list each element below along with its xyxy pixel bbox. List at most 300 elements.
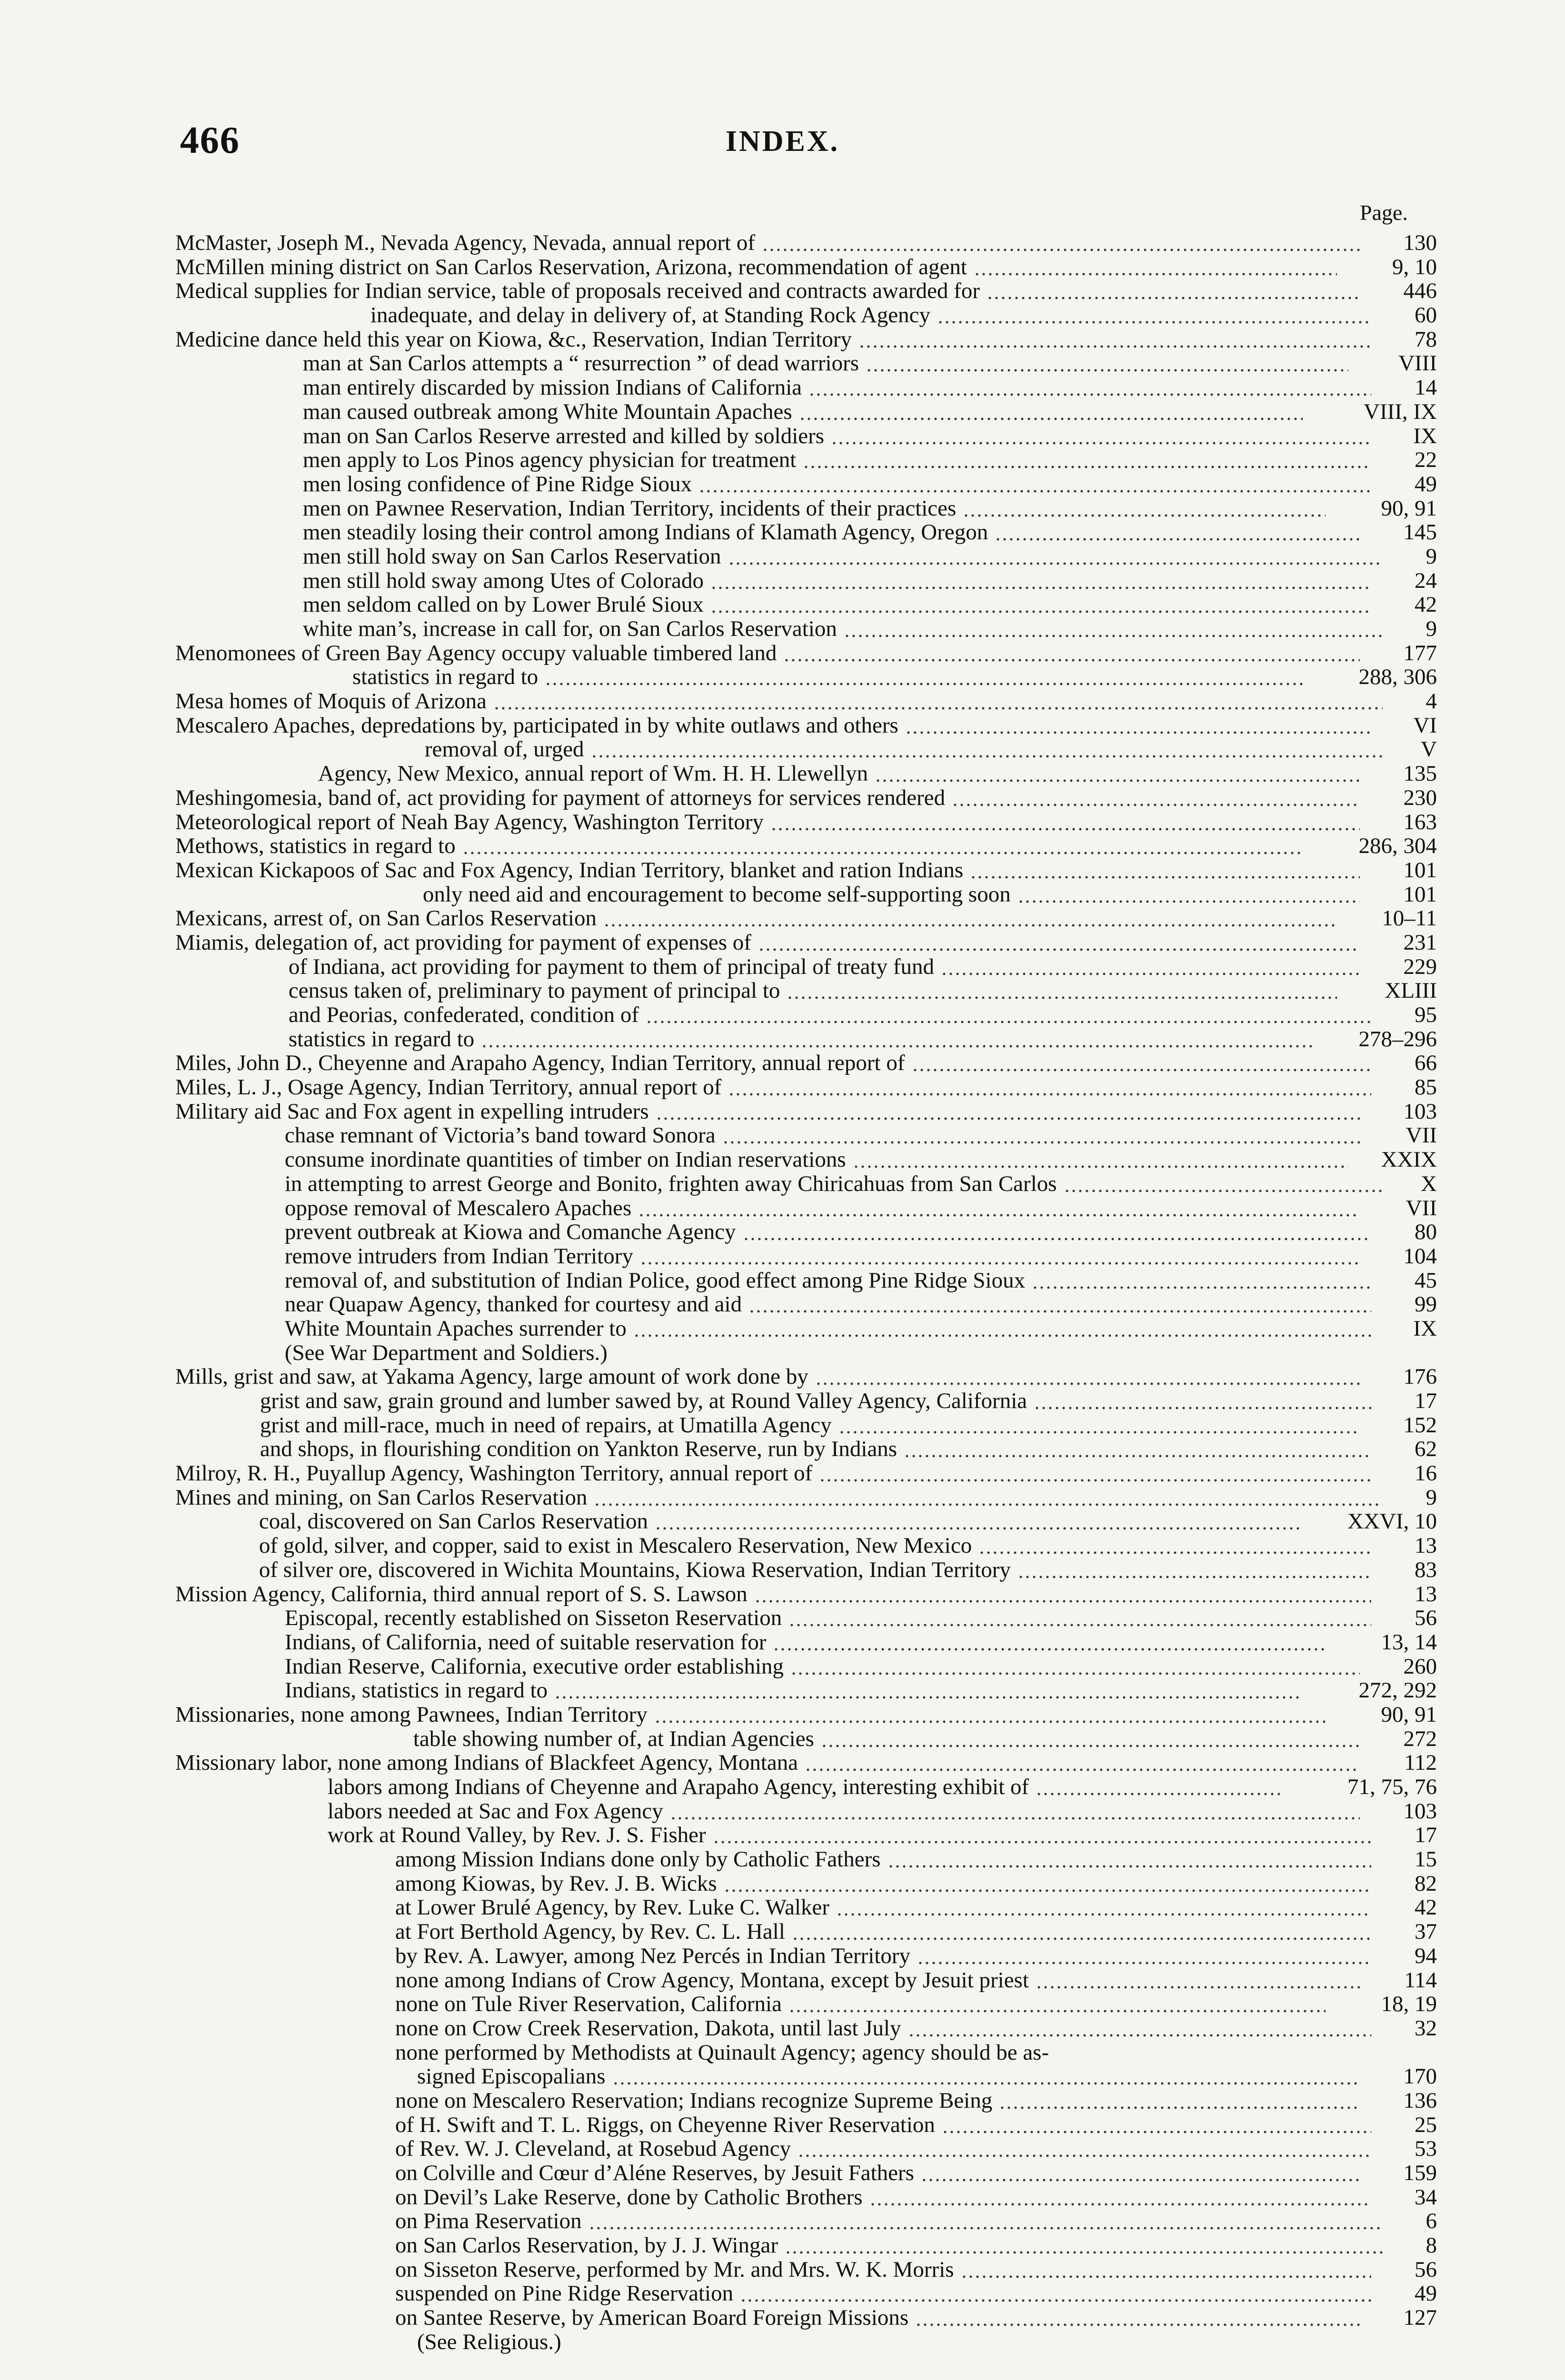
- dot-leader: [713, 1823, 1371, 1847]
- entry-text: census taken of, preliminary to payment of principal to: [289, 979, 780, 1003]
- index-entry: [175, 2306, 1437, 2330]
- index-entry: [175, 424, 1437, 448]
- entry-text: Meshingomesia, band of, act providing for payment of attorneys for services rendered: [175, 785, 946, 810]
- index-entry: [175, 496, 1437, 521]
- entry-text: grist and mill-race, much in need of repairs, at Umatilla Agency: [260, 1413, 832, 1438]
- entry-page: 22: [1415, 448, 1437, 472]
- dot-leader: [591, 737, 1383, 762]
- entry-page: 13, 14: [1381, 1630, 1437, 1655]
- index-entry: [175, 1172, 1437, 1196]
- index-entry: [175, 593, 1437, 617]
- dot-leader: [481, 1027, 1314, 1051]
- entry-text: only need aid and encouragement to become self-supporting soon: [423, 882, 1011, 907]
- dot-leader: [915, 2306, 1360, 2330]
- index-entry: [175, 2137, 1437, 2161]
- entry-text: and Peorias, confederated, condition of: [289, 1003, 639, 1027]
- dot-leader: [803, 448, 1371, 472]
- entry-page: 95: [1415, 1003, 1437, 1027]
- entry-text: Mission Agency, California, third annual report of S. S. Lawson: [175, 1582, 748, 1606]
- index-entry: [175, 1003, 1437, 1027]
- dot-leader: [815, 1365, 1360, 1389]
- index-entry: [175, 1389, 1437, 1413]
- dot-leader: [728, 1075, 1371, 1100]
- entry-text: labors needed at Sac and Fox Agency: [328, 1799, 663, 1824]
- entry-text: man entirely discarded by mission Indians of California: [303, 376, 802, 400]
- dot-leader: [612, 2064, 1360, 2089]
- dot-leader: [724, 1872, 1371, 1896]
- index-entry: [175, 737, 1437, 762]
- index-entries: [175, 231, 1437, 2354]
- index-entry: [175, 2016, 1437, 2041]
- index-entry: [175, 448, 1437, 472]
- dot-leader: [963, 496, 1326, 521]
- entry-page: 112: [1404, 1751, 1437, 1775]
- entry-page: 16: [1415, 1461, 1437, 1486]
- entry-text: man caused outbreak among White Mountain Apaches: [303, 399, 792, 424]
- index-entry: [175, 327, 1437, 352]
- entry-page: 4: [1425, 689, 1437, 714]
- index-entry: [175, 2185, 1437, 2210]
- entry-text: Medicine dance held this year on Kiowa, &c., Reservation, Indian Territory: [175, 327, 852, 352]
- entry-text: by Rev. A. Lawyer, among Nez Percés in Indian Territory: [395, 1944, 911, 1968]
- entry-page: 163: [1403, 810, 1437, 834]
- index-entry: [175, 2064, 1437, 2089]
- index-entry: [175, 1703, 1437, 1727]
- entry-page: 15: [1415, 1847, 1437, 1872]
- entry-text: coal, discovered on San Carlos Reservation: [259, 1509, 648, 1534]
- dot-leader: [995, 520, 1360, 545]
- entry-text: none on Mescalero Reservation; Indians recognize Supreme Being: [395, 2088, 993, 2113]
- entry-text: man on San Carlos Reserve arrested and killed by soldiers: [303, 424, 825, 448]
- entry-text: signed Episcopalians: [417, 2064, 606, 2089]
- dot-leader: [808, 376, 1371, 400]
- index-entry: [175, 931, 1437, 955]
- dot-leader: [912, 1051, 1371, 1075]
- index-entry: [175, 1968, 1437, 1993]
- entry-text: labors among Indians of Cheyenne and Arapaho Agency, interesting exhibit of: [328, 1775, 1029, 1799]
- index-entry: [175, 786, 1437, 810]
- dot-leader: [942, 2113, 1371, 2137]
- dot-leader: [762, 231, 1360, 255]
- entry-page: 176: [1403, 1365, 1437, 1389]
- index-entry: [175, 1220, 1437, 1244]
- dot-leader: [853, 1148, 1348, 1172]
- dot-leader: [819, 1461, 1371, 1486]
- entry-text: none performed by Methodists at Quinault Agency; agency should be as-: [395, 2040, 1049, 2065]
- entry-text: Military aid Sac and Fox agent in expelling intruders: [175, 1099, 649, 1124]
- entry-page: 90, 91: [1381, 496, 1437, 521]
- index-entry: [175, 1437, 1437, 1461]
- dot-leader: [792, 1920, 1371, 1944]
- index-entry: [175, 617, 1437, 641]
- index-entry: [175, 762, 1437, 786]
- dot-leader: [646, 1003, 1371, 1027]
- page-column-heading: Page.: [1360, 200, 1408, 225]
- entry-text: Methows, statistics in regard to: [175, 834, 456, 858]
- entry-text: men steadily losing their control among Indians of Klamath Agency, Oregon: [303, 520, 988, 545]
- dot-leader: [875, 762, 1360, 786]
- dot-leader: [740, 2281, 1371, 2306]
- entry-text: of H. Swift and T. L. Riggs, on Cheyenne River Reservation: [395, 2112, 935, 2137]
- entry-text: men losing confidence of Pine Ridge Sioux: [303, 472, 692, 496]
- entry-page: 8: [1425, 2233, 1437, 2258]
- entry-page: 229: [1403, 954, 1437, 979]
- entry-text: none among Indians of Crow Agency, Montana, except by Jesuit priest: [395, 1968, 1029, 1993]
- entry-text: Menomonees of Green Bay Agency occupy valuable timbered land: [175, 641, 777, 665]
- entry-page: V: [1421, 737, 1437, 762]
- index-entry: [175, 1992, 1437, 2016]
- entry-text: Indian Reserve, California, executive order establishing: [285, 1654, 784, 1679]
- dot-leader: [999, 2089, 1360, 2113]
- index-entry: [175, 1075, 1437, 1100]
- index-entry: [175, 279, 1437, 303]
- entry-page: VIII, IX: [1364, 399, 1437, 424]
- dot-leader: [633, 1317, 1371, 1341]
- entry-text: work at Round Valley, by Rev. J. S. Fisher: [328, 1823, 706, 1848]
- dot-leader: [758, 931, 1360, 955]
- dot-leader: [743, 1220, 1371, 1244]
- index-entry: [175, 1148, 1437, 1172]
- entry-page: 49: [1415, 472, 1437, 496]
- dot-leader: [1036, 1775, 1280, 1799]
- dot-leader: [785, 2233, 1383, 2258]
- entry-text: statistics in regard to: [289, 1027, 475, 1051]
- dot-leader: [773, 1630, 1326, 1655]
- entry-page: 25: [1415, 2112, 1437, 2137]
- entry-text: white man’s, increase in call for, on San Carlos Reservation: [303, 617, 837, 641]
- entry-text: table showing number of, at Indian Agencies: [413, 1726, 814, 1751]
- entry-text: Missionary labor, none among Indians of Blackfeet Agency, Montana: [175, 1751, 798, 1775]
- entry-page: 56: [1415, 2257, 1437, 2282]
- dot-leader: [838, 1413, 1360, 1438]
- entry-text: on Pima Reservation: [395, 2209, 582, 2234]
- entry-page: 101: [1403, 882, 1437, 907]
- index-entry: [175, 1269, 1437, 1293]
- index-entry: [175, 1051, 1437, 1075]
- entry-text: statistics in regard to: [352, 665, 538, 690]
- entry-text: on Devil’s Lake Reserve, done by Catholic Brothers: [395, 2185, 863, 2210]
- dot-leader: [858, 327, 1371, 352]
- entry-text: Medical supplies for Indian service, table of proposals received and contracts awarded for: [175, 279, 980, 304]
- entry-page: 37: [1415, 1920, 1437, 1944]
- index-entry: [175, 1365, 1437, 1389]
- entry-page: 9, 10: [1392, 255, 1437, 279]
- dot-leader: [836, 1895, 1371, 1920]
- entry-page: 6: [1425, 2209, 1437, 2234]
- entry-page: X: [1421, 1171, 1437, 1196]
- entry-page: 62: [1415, 1437, 1437, 1462]
- entry-page: 78: [1415, 327, 1437, 352]
- entry-text: of Rev. W. J. Cleveland, at Rosebud Agency: [395, 2137, 791, 2161]
- entry-page: 130: [1403, 231, 1437, 255]
- entry-page: 49: [1415, 2281, 1437, 2306]
- entry-page: 71, 75, 76: [1347, 1775, 1437, 1799]
- index-entry: [175, 1678, 1437, 1703]
- entry-page: XXVI, 10: [1347, 1509, 1437, 1534]
- entry-text: prevent outbreak at Kiowa and Comanche Agency: [285, 1220, 736, 1244]
- dot-leader: [1036, 1968, 1360, 1993]
- entry-page: 14: [1415, 376, 1437, 400]
- dot-leader: [787, 979, 1337, 1003]
- entry-text: on Sisseton Reserve, performed by Mr. and Mrs. W. K. Morris: [395, 2257, 954, 2282]
- dot-leader: [805, 1751, 1360, 1775]
- index-entry: [175, 1486, 1437, 1510]
- page-number: 466: [180, 119, 240, 161]
- dot-leader: [783, 641, 1360, 665]
- entry-page: 85: [1415, 1075, 1437, 1100]
- dot-leader: [588, 2209, 1383, 2233]
- dot-leader: [1032, 1269, 1371, 1293]
- entry-text: of gold, silver, and copper, said to exist in Mescalero Reservation, New Mexico: [259, 1534, 972, 1558]
- index-entry: [175, 883, 1437, 907]
- entry-text: at Fort Berthold Agency, by Rev. C. L. Hall: [395, 1920, 785, 1944]
- dot-leader: [1017, 1558, 1371, 1582]
- entry-page: 18, 19: [1381, 1992, 1437, 2016]
- index-entry: [175, 1895, 1437, 1920]
- index-entry: [175, 1872, 1437, 1896]
- index-entry: [175, 231, 1437, 255]
- entry-text: Mexicans, arrest of, on San Carlos Reservation: [175, 906, 597, 931]
- index-entry: [175, 1413, 1437, 1438]
- dot-leader: [790, 1655, 1360, 1679]
- dot-leader: [710, 569, 1371, 593]
- dot-leader: [821, 1727, 1360, 1751]
- entry-page: 9: [1425, 1485, 1437, 1510]
- index-entry: [175, 689, 1437, 714]
- index-entry: [175, 1292, 1437, 1317]
- entry-text: of silver ore, discovered in Wichita Mountains, Kiowa Reservation, Indian Territory: [259, 1557, 1011, 1582]
- entry-text: removal of, and substitution of Indian Police, good effect among Pine Ridge Sioux: [285, 1268, 1026, 1293]
- dot-leader: [698, 472, 1371, 496]
- entry-text: Mines and mining, on San Carlos Reservation: [175, 1485, 588, 1510]
- entry-page: XLIII: [1385, 979, 1437, 1003]
- index-entry: [175, 834, 1437, 858]
- entry-text: suspended on Pine Ridge Reservation: [395, 2281, 734, 2306]
- dot-leader: [710, 593, 1371, 617]
- index-entry: [175, 2233, 1437, 2258]
- entry-text: chase remnant of Victoria’s band toward Sonora: [285, 1123, 716, 1148]
- entry-page: 9: [1425, 544, 1437, 569]
- index-entry: [175, 545, 1437, 569]
- entry-page: 159: [1403, 2161, 1437, 2185]
- dot-leader: [640, 1244, 1360, 1269]
- dot-leader: [722, 1123, 1360, 1148]
- index-entry: [175, 1751, 1437, 1775]
- entry-page: IX: [1413, 424, 1437, 448]
- index-entry: [175, 1461, 1437, 1486]
- entry-page: 42: [1415, 1895, 1437, 1920]
- entry-page: 42: [1415, 593, 1437, 617]
- index-entry: [175, 2089, 1437, 2113]
- dot-leader: [788, 1992, 1326, 2016]
- dot-leader: [754, 1582, 1371, 1606]
- entry-page: 104: [1403, 1244, 1437, 1269]
- index-entry: [175, 1123, 1437, 1148]
- index-entry: [175, 858, 1437, 883]
- entry-page: 94: [1415, 1944, 1437, 1968]
- index-entry: [175, 1606, 1437, 1630]
- entry-text: men still hold sway on San Carlos Reservation: [303, 544, 721, 569]
- entry-text: remove intruders from Indian Territory: [285, 1244, 633, 1269]
- dot-leader: [961, 2258, 1371, 2282]
- entry-text: inadequate, and delay in delivery of, at Standing Rock Agency: [370, 303, 930, 327]
- entry-text: White Mountain Apaches surrender to: [285, 1316, 627, 1341]
- entry-text: man at San Carlos attempts a “ resurrection ” of dead warriors: [303, 351, 859, 376]
- index-entry: [175, 1558, 1437, 1582]
- entry-page: 80: [1415, 1220, 1437, 1244]
- index-entry: [175, 641, 1437, 665]
- entry-page: 82: [1415, 1871, 1437, 1896]
- entry-text: men seldom called on by Lower Brulé Sioux: [303, 593, 704, 617]
- entry-page: 34: [1415, 2185, 1437, 2210]
- entry-text: Miles, John D., Cheyenne and Arapaho Agency, Indian Territory, annual report of: [175, 1051, 905, 1076]
- entry-page: 446: [1403, 279, 1437, 304]
- entry-page: 260: [1403, 1654, 1437, 1679]
- index-entry: [175, 2113, 1437, 2137]
- entry-page: 230: [1403, 785, 1437, 810]
- entry-text: Miles, L. J., Osage Agency, Indian Territory, annual report of: [175, 1075, 722, 1100]
- index-entry: [175, 2258, 1437, 2282]
- entry-text: oppose removal of Mescalero Apaches: [285, 1196, 632, 1220]
- entry-text: McMillen mining district on San Carlos Reservation, Arizona, recommendation of agent: [175, 255, 967, 279]
- entry-page: 17: [1415, 1823, 1437, 1848]
- dot-leader: [941, 955, 1360, 979]
- dot-leader: [987, 279, 1360, 303]
- index-entry: [175, 979, 1437, 1003]
- dot-leader: [638, 1196, 1360, 1220]
- entry-text: men on Pawnee Reservation, Indian Territory, incidents of their practices: [303, 496, 957, 521]
- entry-text: (See Religious.): [417, 2330, 561, 2354]
- entry-page: 286, 304: [1358, 834, 1437, 858]
- index-entry: [175, 376, 1437, 400]
- entry-text: Mescalero Apaches, depredations by, participated in by white outlaws and others: [175, 713, 898, 738]
- dot-leader: [869, 2185, 1371, 2210]
- dot-leader: [656, 1100, 1360, 1124]
- entry-page: 152: [1403, 1413, 1437, 1438]
- entry-text: Indians, statistics in regard to: [285, 1678, 548, 1703]
- entry-text: removal of, urged: [425, 737, 584, 762]
- dot-leader: [908, 2016, 1371, 2041]
- index-entry: [175, 1630, 1437, 1655]
- entry-text: none on Tule River Reservation, California: [395, 1992, 782, 2016]
- dot-leader: [545, 665, 1303, 689]
- entry-page: 99: [1415, 1292, 1437, 1317]
- entry-page: 288, 306: [1358, 665, 1437, 690]
- entry-page: 114: [1404, 1968, 1437, 1993]
- entry-page: VIII: [1398, 351, 1437, 376]
- entry-page: VI: [1413, 713, 1437, 738]
- index-entry: [175, 1027, 1437, 1051]
- dot-leader: [970, 858, 1360, 883]
- index-entry: [175, 1944, 1437, 1968]
- index-entry: [175, 665, 1437, 689]
- index-entry: [175, 1196, 1437, 1220]
- entry-page: 135: [1403, 762, 1437, 786]
- index-entry: [175, 810, 1437, 834]
- dot-leader: [844, 617, 1383, 641]
- dot-leader: [594, 1486, 1383, 1510]
- entry-page: 24: [1415, 568, 1437, 593]
- index-entry: [175, 303, 1437, 327]
- entry-page: 231: [1403, 930, 1437, 955]
- dot-leader: [654, 1703, 1326, 1727]
- dot-leader: [904, 1437, 1371, 1461]
- entry-text: on San Carlos Reservation, by J. J. Wingar: [395, 2233, 778, 2258]
- entry-page: 53: [1415, 2137, 1437, 2161]
- entry-page: 45: [1415, 1268, 1437, 1293]
- page-title: INDEX.: [725, 125, 840, 158]
- dot-leader: [978, 1534, 1371, 1558]
- entry-text: near Quapaw Agency, thanked for courtesy and aid: [285, 1292, 742, 1317]
- dot-leader: [462, 834, 1303, 858]
- entry-page: VII: [1406, 1123, 1437, 1148]
- index-entry: [175, 1847, 1437, 1872]
- index-entry: [175, 2041, 1437, 2065]
- entry-text: men still hold sway among Utes of Colorado: [303, 568, 704, 593]
- entry-text: grist and saw, grain ground and lumber sawed by, at Round Valley Agency, California: [260, 1389, 1027, 1413]
- index-entry: [175, 2209, 1437, 2233]
- entry-text: Miamis, delegation of, act providing for payment of expenses of: [175, 930, 751, 955]
- entry-page: 272: [1403, 1726, 1437, 1751]
- index-entry: [175, 520, 1437, 545]
- entry-page: 66: [1415, 1051, 1437, 1076]
- dot-leader: [788, 1606, 1371, 1630]
- dot-leader: [554, 1678, 1303, 1703]
- entry-text: among Kiowas, by Rev. J. B. Wicks: [395, 1871, 717, 1896]
- entry-text: Mills, grist and saw, at Yakama Agency, large amount of work done by: [175, 1365, 808, 1389]
- dot-leader: [797, 2137, 1371, 2161]
- entry-page: 177: [1403, 641, 1437, 665]
- index-entry: [175, 2330, 1437, 2354]
- index-entry: [175, 569, 1437, 593]
- entry-page: 90, 91: [1381, 1702, 1437, 1727]
- entry-page: 13: [1415, 1534, 1437, 1558]
- entry-page: 136: [1403, 2088, 1437, 2113]
- entry-text: on Colville and Cœur d’Aléne Reserves, by Jesuit Fathers: [395, 2161, 914, 2185]
- dot-leader: [1064, 1172, 1383, 1196]
- index-entry: [175, 1727, 1437, 1751]
- dot-leader: [921, 2161, 1360, 2185]
- index-entry: [175, 255, 1437, 279]
- entry-text: Indians, of California, need of suitable reservation for: [285, 1630, 767, 1655]
- entry-text: none on Crow Creek Reservation, Dakota, until last July: [395, 2016, 901, 2041]
- entry-page: 278–296: [1358, 1027, 1437, 1051]
- entry-page: 56: [1415, 1606, 1437, 1630]
- dot-leader: [603, 906, 1337, 931]
- entry-page: 9: [1425, 617, 1437, 641]
- dot-leader: [917, 1944, 1371, 1968]
- entry-page: 101: [1403, 858, 1437, 883]
- dot-leader: [728, 545, 1383, 569]
- entry-page: 17: [1415, 1389, 1437, 1413]
- entry-text: at Lower Brulé Agency, by Rev. Luke C. Walker: [395, 1895, 830, 1920]
- dot-leader: [866, 351, 1348, 376]
- dot-leader: [831, 424, 1371, 448]
- index-entry: [175, 1823, 1437, 1847]
- dot-leader: [1017, 883, 1360, 907]
- index-entry: [175, 472, 1437, 496]
- dot-leader: [493, 689, 1383, 714]
- entry-text: and shops, in flourishing condition on Yankton Reserve, run by Indians: [260, 1437, 897, 1462]
- entry-text: Mesa homes of Moquis of Arizona: [175, 689, 487, 714]
- entry-page: 60: [1415, 303, 1437, 327]
- entry-page: 272, 292: [1358, 1678, 1437, 1703]
- index-entry: [175, 1775, 1437, 1799]
- entry-text: among Mission Indians done only by Catholic Fathers: [395, 1847, 881, 1872]
- entry-text: of Indiana, act providing for payment to them of principal of treaty fund: [289, 954, 935, 979]
- entry-page: VII: [1406, 1196, 1437, 1220]
- entry-text: Milroy, R. H., Puyallup Agency, Washington Territory, annual report of: [175, 1461, 813, 1486]
